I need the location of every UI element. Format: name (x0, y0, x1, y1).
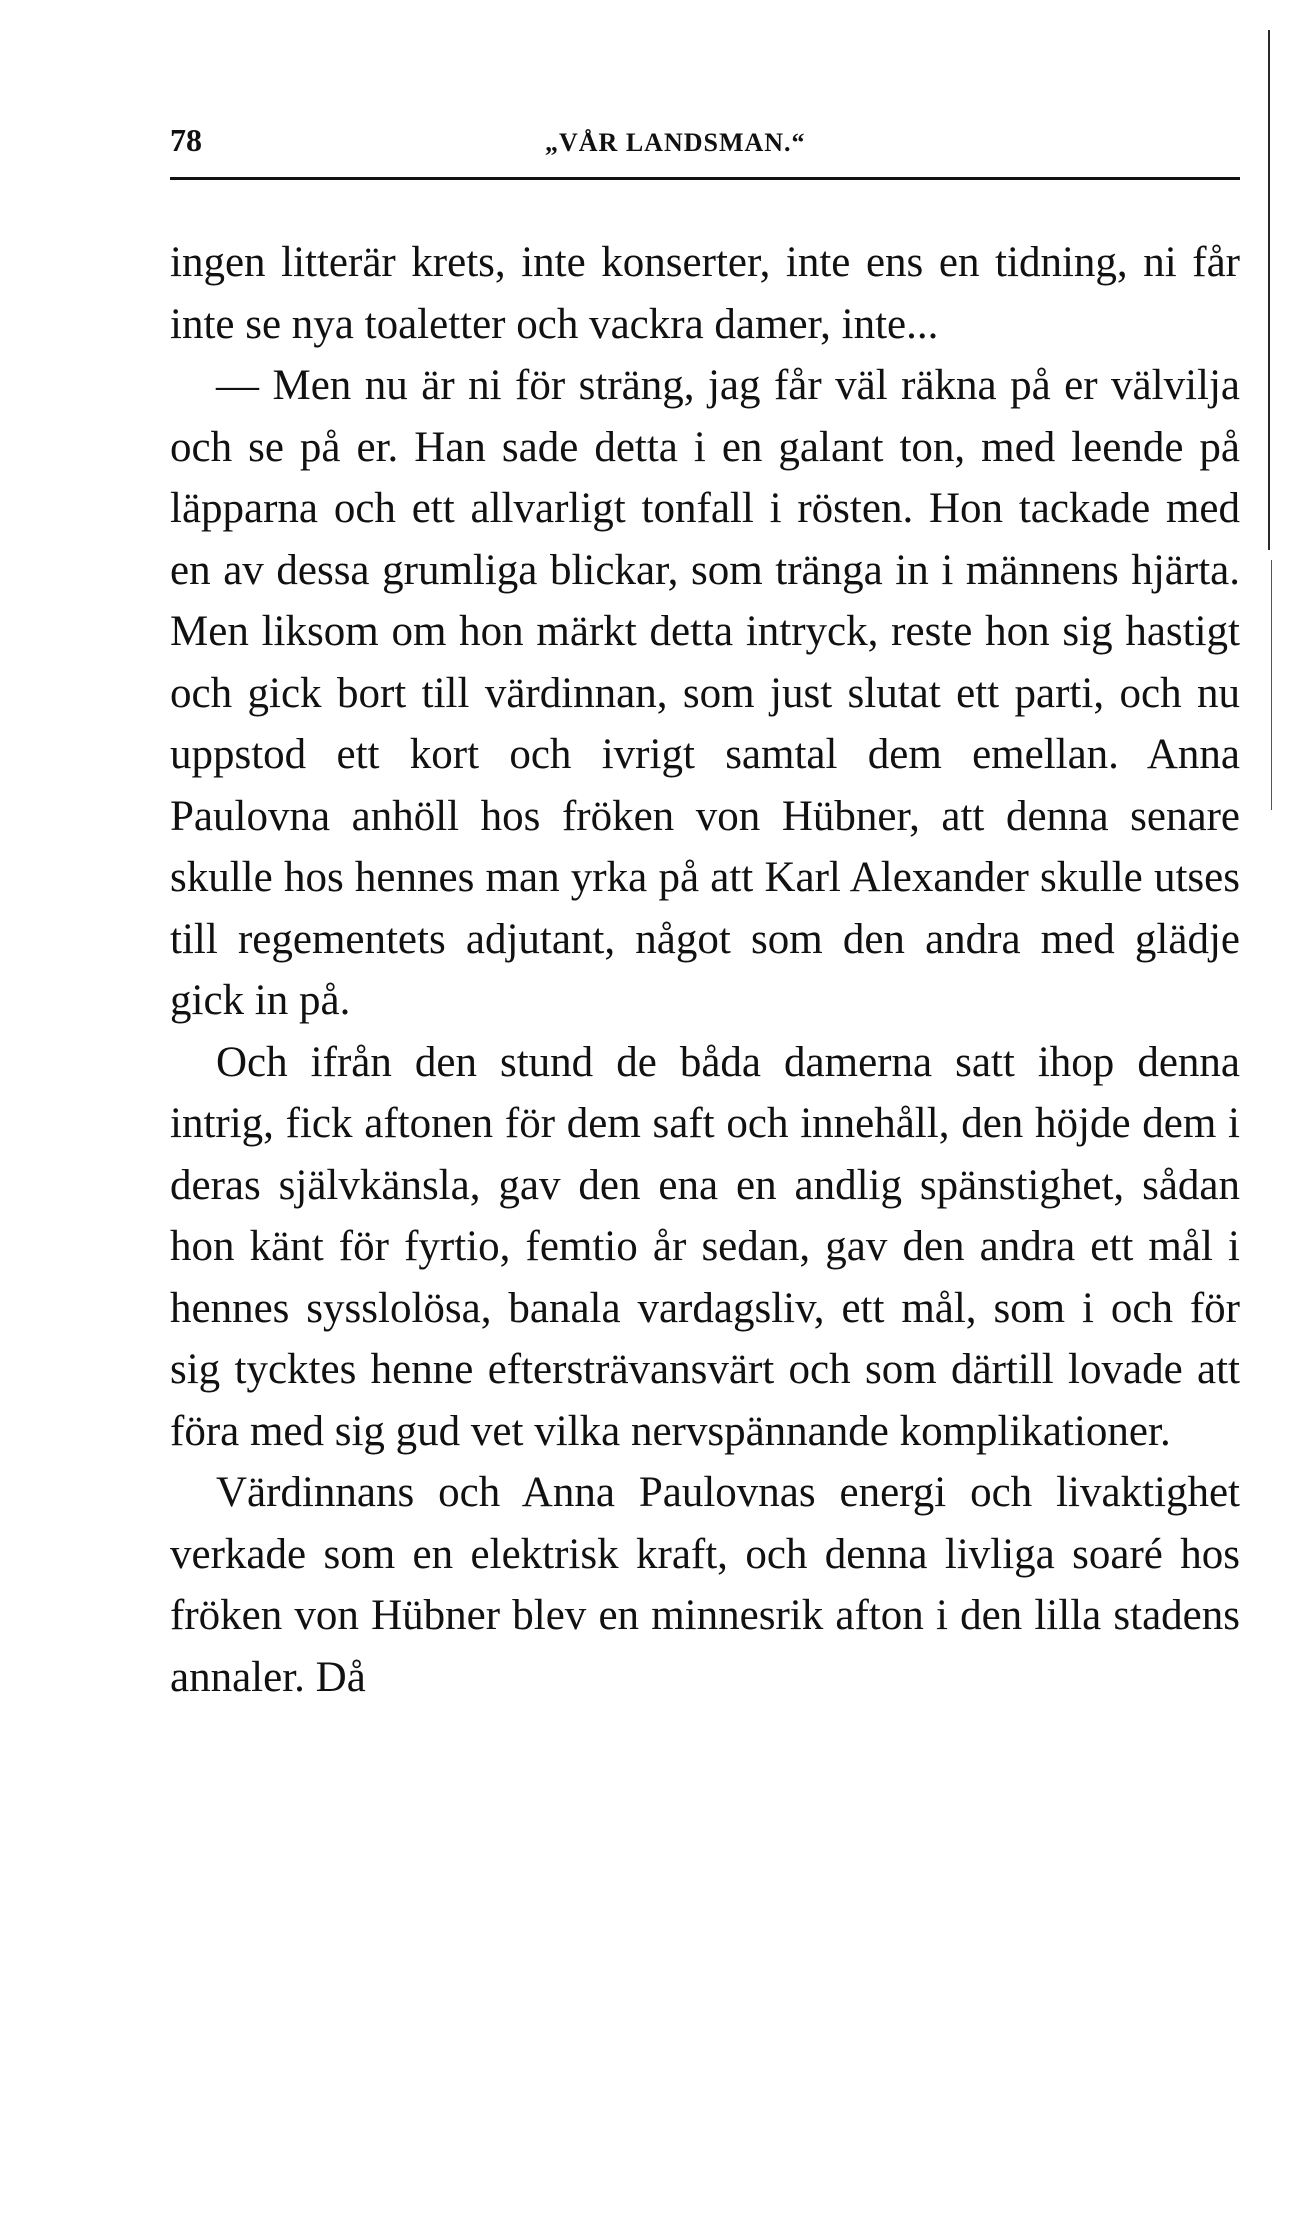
paragraph: — Men nu är ni för sträng, jag får väl räkna på er välvilja och se på er. Han sade detta i en galant ton, med leende på läpparna och ett allvarligt tonfall i rösten. Hon tackade med en av dessa grumliga blickar, som tränga in i männens hjärta. Men liksom om hon märkt detta intryck, reste hon sig hastigt och gick bort till värdinnan, som just slutat ett parti, och nu uppstod ett kort och ivrigt samtal dem emellan. Anna Paulovna anhöll hos fröken von Hübner, att denna senare skulle hos hennes man yrka på att Karl Alexander skulle utses till regementets adjutant, något som den andra med glädje gick in på. (170, 362, 1240, 1024)
header-rule (170, 177, 1240, 180)
paragraph: Värdinnans och Anna Paulovnas energi och livaktighet verkade som en elektrisk kraft, och denna livliga soaré hos fröken von Hübner blev en minnesrik afton i den lilla stadens annaler. Då (170, 1469, 1240, 1701)
running-title: „VÅR LANDSMAN.“ (545, 128, 806, 157)
running-header (170, 112, 1240, 172)
body-text (170, 232, 1240, 1708)
paragraph: Och ifrån den stund de båda damerna satt ihop denna intrig, fick aftonen för dem saft och innehåll, den höjde dem i deras självkänsla, gav den ena en andlig spänstighet, sådan hon känt för fyrtio, femtio år sedan, gav den andra ett mål i hennes sysslolösa, banala vardagsliv, ett mål, som i och för sig tycktes henne eftersträvansvärt och som därtill lovade att föra med sig gud vet vilka nervspännande komplikationer. (170, 1038, 1240, 1455)
page-number: 78 (170, 122, 202, 158)
page-edge-line-lower (1271, 560, 1272, 810)
paragraph-continued: ingen litterär krets, inte konserter, inte ens en tidning, ni får inte se nya toaletter och vackra damer, inte... (170, 239, 1240, 348)
page-edge-line (1268, 30, 1270, 550)
